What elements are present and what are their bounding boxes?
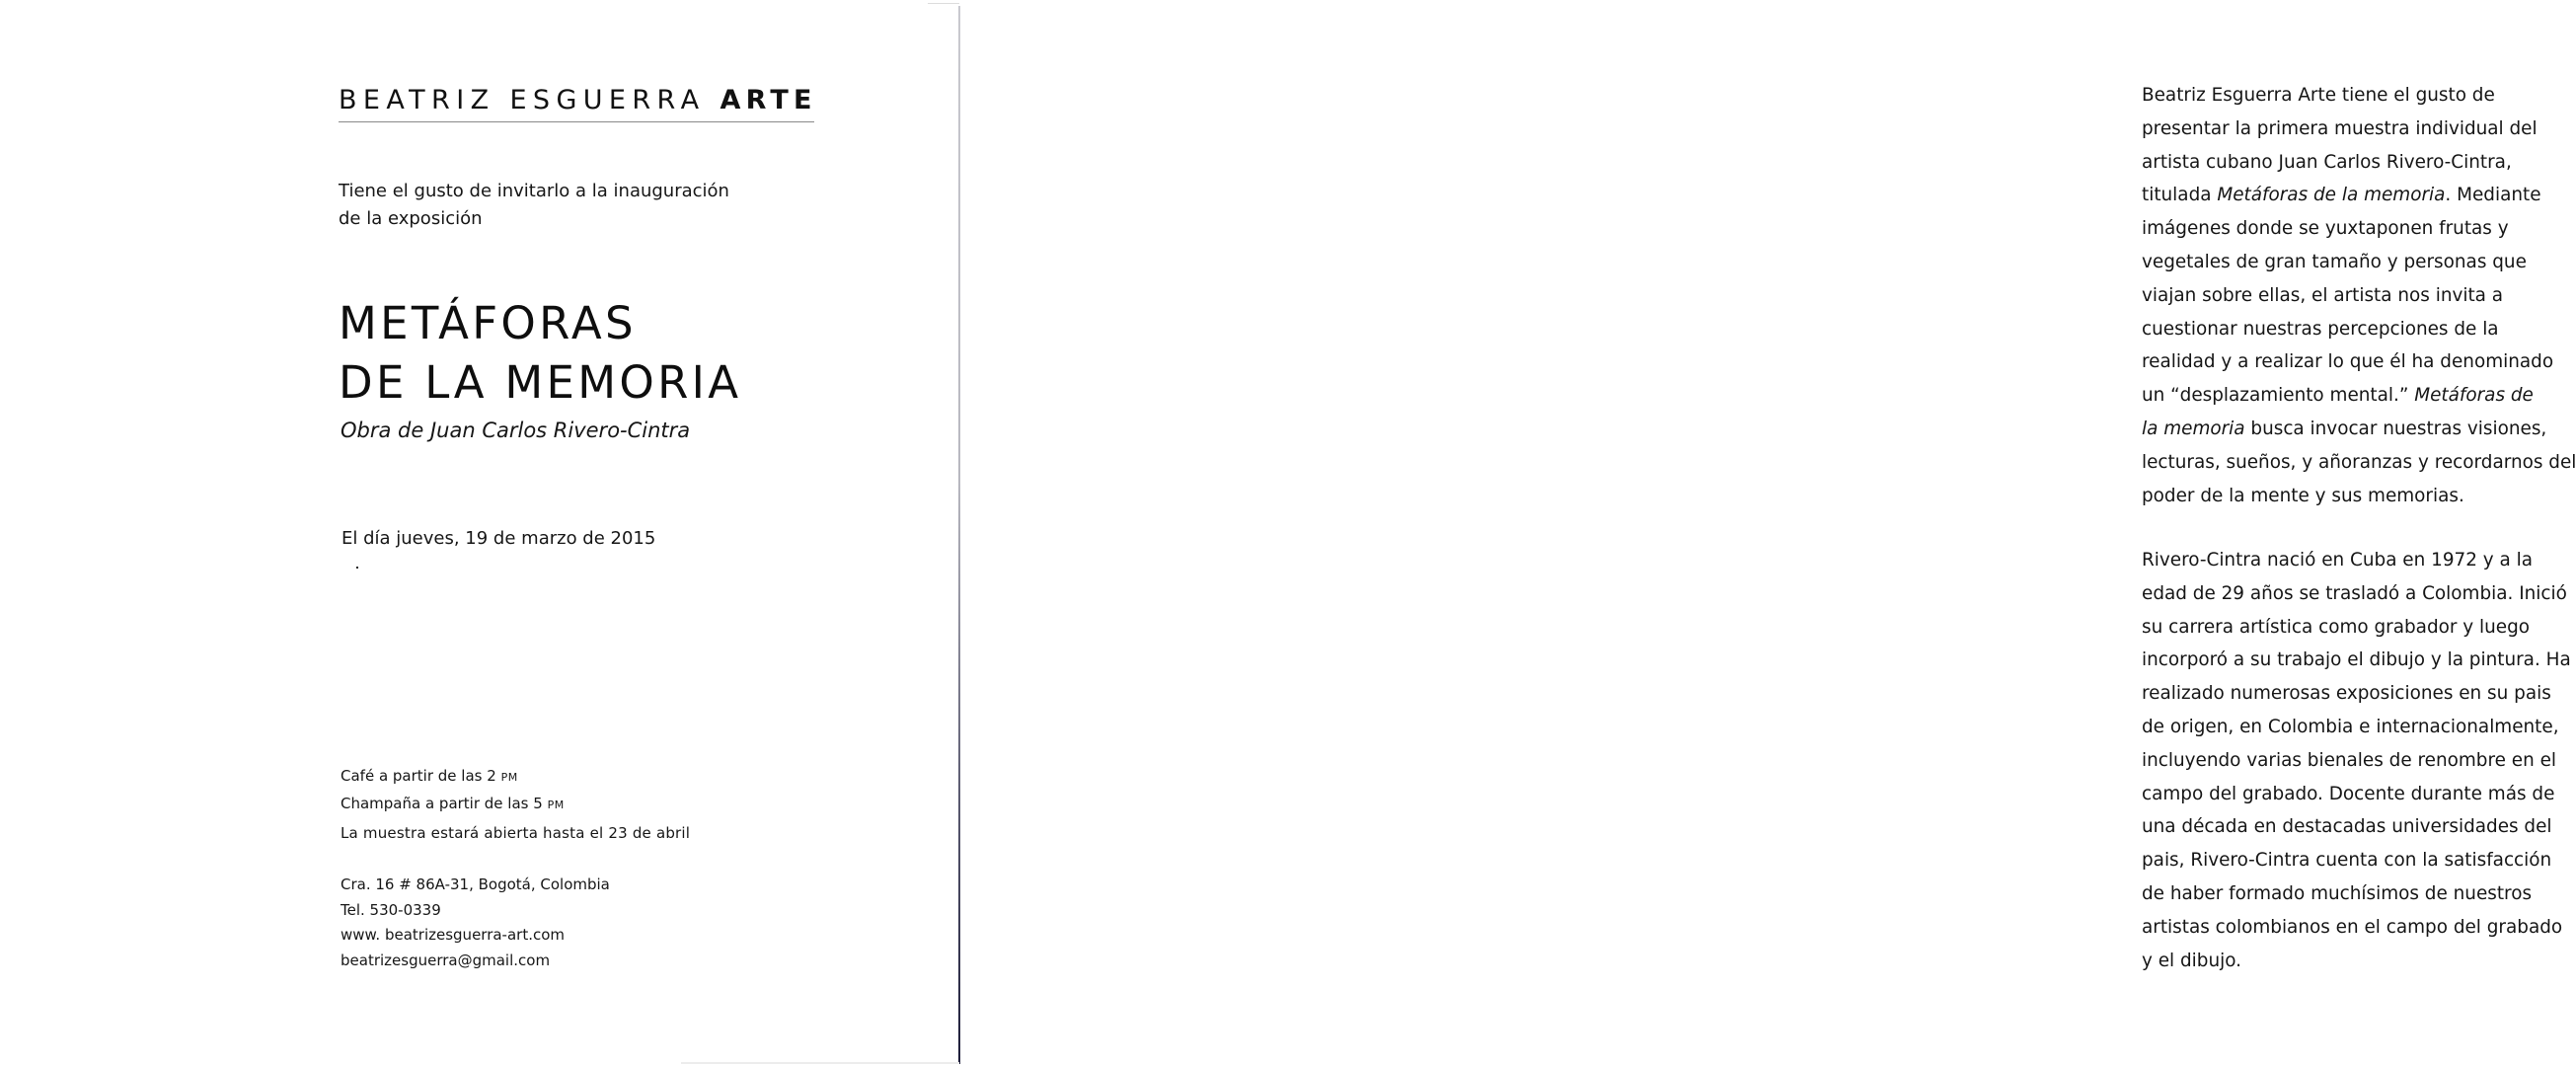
- contact-block: [341, 873, 610, 973]
- brand-name-strong: ARTE: [720, 85, 817, 115]
- event-date: El día jueves, 19 de marzo de 2015: [341, 528, 656, 549]
- text-line: imágenes donde se yuxtaponen frutas y: [2142, 218, 2509, 240]
- schedule-item: [341, 791, 565, 818]
- text-line: de origen, en Colombia e internacionalmente,: [2142, 716, 2559, 737]
- text-line: pais, Rivero-Cintra cuenta con la satisfacción: [2142, 850, 2552, 872]
- text-line: realidad y a realizar lo que él ha denominado: [2142, 351, 2554, 373]
- text-line: viajan sobre ellas, el artista nos invita a: [2142, 284, 2504, 306]
- exhibition-title-italic: Metáforas de la memoria: [2217, 185, 2446, 206]
- text-line: [2142, 413, 2576, 446]
- description-paragraph-1: [2142, 79, 2576, 512]
- brand-name-light: BEATRIZ ESGUERRA: [339, 85, 706, 115]
- center-fold-line: [958, 6, 960, 1064]
- invitation-line: Tiene el gusto de invitarlo a la inauguración: [339, 181, 729, 201]
- schedule-text: Café a partir de las 2: [341, 767, 496, 785]
- schedule-time-suffix: PM: [500, 771, 518, 784]
- text-line: artista cubano Juan Carlos Rivero-Cintra,: [2142, 151, 2512, 173]
- invitation-back-page: [962, 0, 2576, 1066]
- exhibition-title-italic: Metáforas de: [2414, 385, 2534, 407]
- schedule-item: [341, 763, 565, 791]
- schedule-text: Champaña a partir de las 5: [341, 795, 543, 812]
- invitation-front-page: [0, 0, 959, 1066]
- text-line: y el dibujo.: [2142, 950, 2241, 971]
- text-line: incorporó a su trabajo el dibujo y la pintura. Ha: [2142, 649, 2571, 671]
- print-speck: [356, 567, 358, 569]
- text-line: [2142, 179, 2576, 212]
- invitation-line: de la exposición: [339, 208, 483, 229]
- event-schedule: [341, 763, 565, 818]
- exhibition-title-line: METÁFORAS: [339, 297, 637, 349]
- text-line: vegetales de gran tamaño y personas que: [2142, 251, 2527, 272]
- contact-phone: Tel. 530-0339: [341, 900, 441, 919]
- exhibition-closing-date: La muestra estará abierta hasta el 23 de abril: [341, 824, 691, 842]
- text-line: presentar la primera muestra individual del: [2142, 117, 2538, 139]
- exhibition-title: [339, 294, 741, 413]
- text-line: edad de 29 años se trasladó a Colombia. Inició: [2142, 582, 2567, 604]
- description-paragraph-2: [2142, 544, 2576, 977]
- exhibition-title-italic: la memoria: [2142, 418, 2245, 439]
- text-line: de haber formado muchísimos de nuestros: [2142, 882, 2533, 904]
- text-run: busca invocar nuestras visiones,: [2244, 418, 2547, 439]
- text-line: lecturas, sueños, y añoranzas y recordarnos del: [2142, 451, 2576, 473]
- text-line: artistas colombianos en el campo del grabado: [2142, 916, 2563, 938]
- text-line: Beatriz Esguerra Arte tiene el gusto de: [2142, 85, 2495, 106]
- exhibition-subtitle: Obra de Juan Carlos Rivero-Cintra: [341, 419, 691, 442]
- contact-address: Cra. 16 # 86A-31, Bogotá, Colombia: [341, 876, 610, 893]
- text-run: titulada: [2142, 185, 2218, 206]
- text-line: una década en destacadas universidades del: [2142, 816, 2552, 838]
- contact-website[interactable]: www. beatrizesguerra-art.com: [341, 926, 566, 944]
- text-line: su carrera artística como grabador y luego: [2142, 616, 2531, 638]
- brand-underline: [339, 121, 814, 122]
- page-edge-top: [928, 3, 959, 4]
- text-run: un “desplazamiento mental.”: [2142, 385, 2415, 407]
- text-line: [2142, 379, 2576, 413]
- text-line: Rivero-Cintra nació en Cuba en 1972 y a la: [2142, 550, 2534, 571]
- page-edge-bottom: [681, 1062, 959, 1064]
- schedule-time-suffix: PM: [547, 799, 565, 811]
- text-line: incluyendo varias bienales de renombre en el: [2142, 749, 2557, 771]
- exhibition-title-line: DE LA MEMORIA: [339, 356, 742, 409]
- text-run: . Mediante: [2445, 185, 2541, 206]
- text-line: realizado numerosas exposiciones en su pais: [2142, 683, 2551, 705]
- text-line: campo del grabado. Docente durante más de: [2142, 783, 2555, 804]
- text-line: cuestionar nuestras percepciones de la: [2142, 318, 2499, 340]
- gallery-brand: [339, 85, 817, 115]
- invitation-text: [339, 178, 729, 233]
- contact-email[interactable]: beatrizesguerra@gmail.com: [341, 951, 551, 969]
- text-line: poder de la mente y sus memorias.: [2142, 485, 2464, 506]
